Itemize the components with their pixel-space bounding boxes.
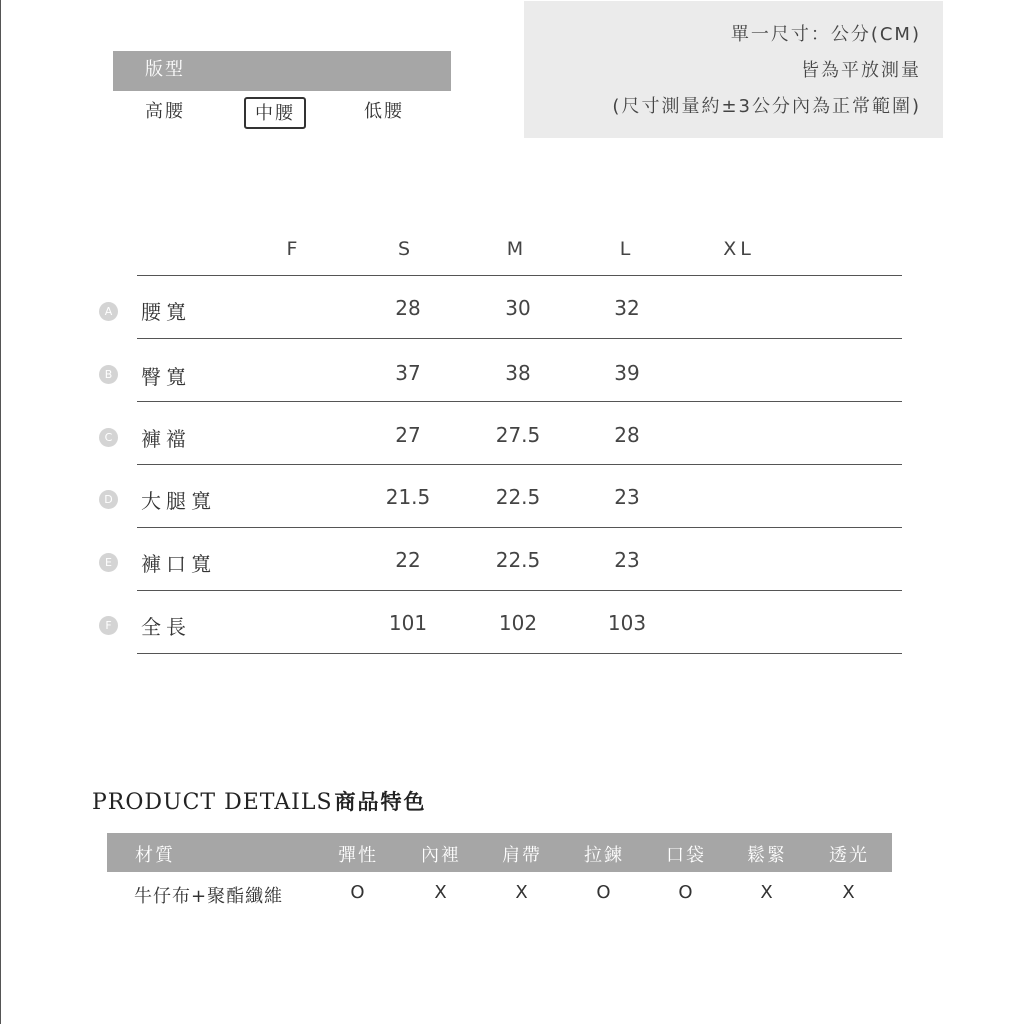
detail-value-elasticity: O <box>350 882 366 903</box>
table-cell: 39 <box>614 361 640 385</box>
table-rule <box>137 338 902 339</box>
table-cell: 22 <box>395 548 421 572</box>
row-badge: A <box>99 302 118 321</box>
row-label-thigh-width: 大腿寬 <box>141 489 216 513</box>
detail-header-pockets: 口袋 <box>666 845 706 866</box>
fit-option-mid-waist-selected: 中腰 <box>244 97 306 129</box>
detail-value-pockets: O <box>678 882 694 903</box>
table-cell: 23 <box>614 548 640 572</box>
size-column-f: F <box>286 238 302 260</box>
unit-note-line: 皆為平放測量 <box>801 60 921 81</box>
table-rule <box>137 401 902 402</box>
unit-note-box <box>524 1 943 138</box>
table-cell: 22.5 <box>495 485 541 509</box>
table-cell: 27.5 <box>495 423 541 447</box>
row-badge: B <box>99 365 118 384</box>
detail-header-elasticity: 彈性 <box>338 845 378 866</box>
row-badge: D <box>99 490 118 509</box>
detail-value-straps: X <box>515 882 529 903</box>
product-details-title <box>92 786 427 816</box>
row-label-total-length: 全長 <box>141 615 191 639</box>
row-label-hip-width: 臀寬 <box>141 365 191 389</box>
detail-header-material: 材質 <box>135 845 175 866</box>
row-badge: E <box>99 553 118 572</box>
table-cell: 22.5 <box>495 548 541 572</box>
table-cell: 30 <box>505 296 531 320</box>
size-column-s: S <box>397 238 415 260</box>
row-label-rise: 褲襠 <box>141 427 191 451</box>
table-cell: 28 <box>614 423 640 447</box>
table-rule <box>137 275 902 276</box>
table-rule <box>137 464 902 465</box>
detail-header-sheer: 透光 <box>829 845 869 866</box>
page-left-border <box>0 0 1 1024</box>
size-column-xl: XL <box>723 238 755 260</box>
fit-option-high-waist: 高腰 <box>145 101 185 122</box>
table-rule <box>137 653 902 654</box>
detail-value-sheer: X <box>842 882 856 903</box>
table-cell: 102 <box>498 611 538 635</box>
detail-value-material: 牛仔布+聚酯纖維 <box>134 886 284 907</box>
row-badge: C <box>99 428 118 447</box>
detail-value-elastic-waist: X <box>760 882 774 903</box>
detail-value-zipper: O <box>596 882 612 903</box>
unit-note-line: 單一尺寸：公分(CM) <box>730 24 921 45</box>
table-cell: 32 <box>614 296 640 320</box>
detail-header-zipper: 拉鍊 <box>584 845 624 866</box>
row-badge: F <box>99 616 118 635</box>
fit-option-low-waist: 低腰 <box>364 101 404 122</box>
table-cell: 37 <box>395 361 421 385</box>
product-details-title-en: PRODUCT DETAILS <box>92 790 333 815</box>
table-cell: 101 <box>388 611 428 635</box>
row-label-leg-opening: 褲口寬 <box>141 552 216 576</box>
size-column-m: M <box>506 238 528 260</box>
row-label-waist-width: 腰寬 <box>141 300 191 324</box>
size-column-l: L <box>619 238 635 260</box>
table-cell: 28 <box>395 296 421 320</box>
fit-type-header: 版型 <box>113 51 451 91</box>
detail-header-lining: 內裡 <box>421 845 461 866</box>
table-rule <box>137 527 902 528</box>
unit-note-line: (尺寸測量約±3公分內為正常範圍) <box>612 96 921 117</box>
detail-value-lining: X <box>434 882 448 903</box>
table-cell: 103 <box>607 611 647 635</box>
table-cell: 23 <box>614 485 640 509</box>
product-details-title-zh: 商品特色 <box>334 790 427 814</box>
detail-header-straps: 肩帶 <box>502 845 542 866</box>
table-cell: 21.5 <box>385 485 431 509</box>
table-cell: 38 <box>505 361 531 385</box>
table-rule <box>137 590 902 591</box>
table-cell: 27 <box>395 423 421 447</box>
detail-header-elastic-waist: 鬆緊 <box>747 845 787 866</box>
